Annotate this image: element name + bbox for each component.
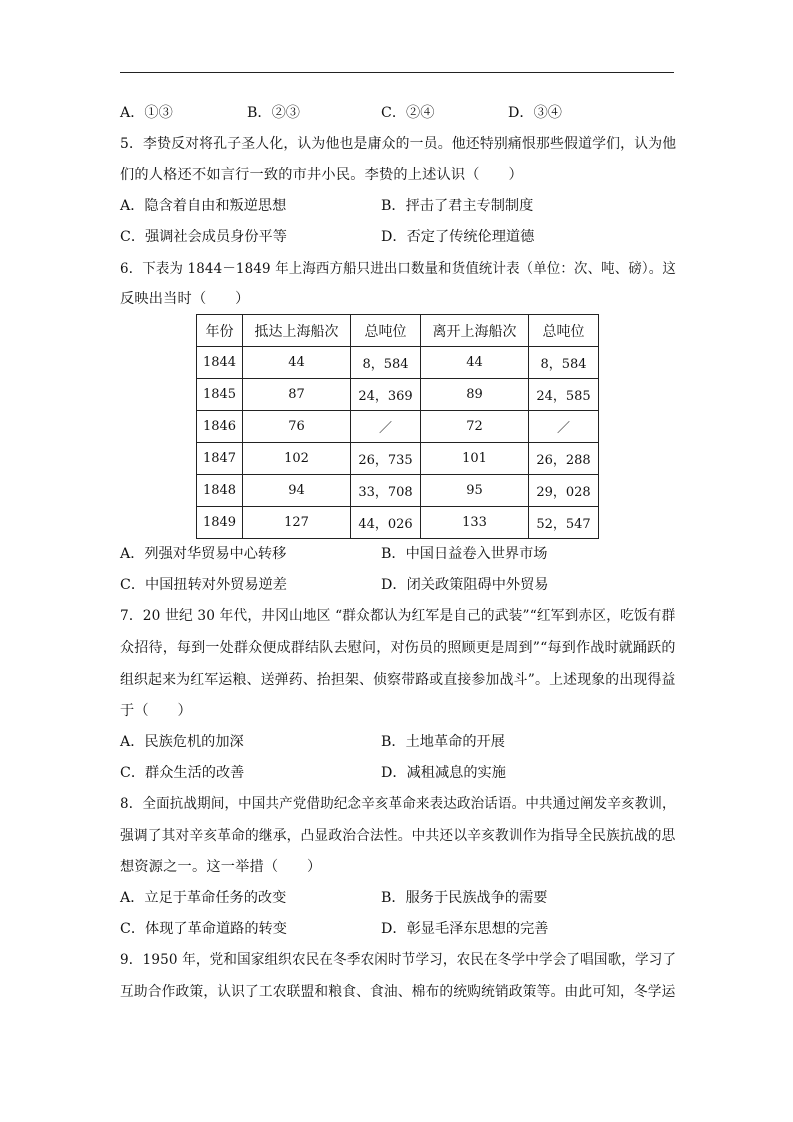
shipping-stats-table [196, 314, 599, 539]
q6-option-c: C．中国扭转对外贸易逆差 [120, 577, 287, 593]
table-cell: 1847 [197, 443, 243, 475]
table-cell: 8，584 [529, 347, 599, 379]
table-cell: 1849 [197, 507, 243, 539]
table-cell: 1848 [197, 475, 243, 507]
table-cell: 87 [243, 379, 351, 411]
table-header-cell: 总吨位 [529, 315, 599, 347]
q5-option-b: B．抨击了君主专制制度 [381, 198, 534, 214]
table-cell: 24，585 [529, 379, 599, 411]
table-cell: 44，026 [351, 507, 421, 539]
q5-line-1: 5．李贽反对将孔子圣人化，认为他也是庸众的一员。他还特别痛恨那些假道学们，认为他 [120, 136, 677, 152]
q8-option-a: A．立足于革命任务的改变 [120, 890, 287, 906]
q7-option-d: D．减租减息的实施 [381, 765, 506, 781]
prev-option-b: B．②③ [247, 105, 300, 121]
table-cell: 95 [421, 475, 529, 507]
q7-line-2: 众招待，每到一处群众便成群结队去慰问，对伤员的照顾更是周到”“每到作战时就踊跃的 [120, 640, 676, 656]
q7-line-3: 组织起来为红军运粮、送弹药、抬担架、侦察带路或直接参加战斗”。上述现象的出现得益 [120, 672, 676, 688]
table-cell: 89 [421, 379, 529, 411]
table-cell: 33，708 [351, 475, 421, 507]
table-row [197, 443, 599, 475]
q6-option-d: D．闭关政策阻碍中外贸易 [381, 577, 549, 593]
table-cell: 29，028 [529, 475, 599, 507]
table-cell: 1844 [197, 347, 243, 379]
q5-option-d: D．否定了传统伦理道德 [381, 229, 535, 245]
q7-line-4: 于（ ） [120, 703, 192, 719]
table-row [197, 347, 599, 379]
q9-line-1: 9．1950 年，党和国家组织农民在冬季农闲时节学习，农民在冬学中学会了唱国歌，学习了 [120, 952, 677, 968]
table-cell: 8，584 [351, 347, 421, 379]
q8-line-3: 想资源之一。这一举措（ ） [120, 859, 322, 875]
table-cell: 26，735 [351, 443, 421, 475]
table-cell: 24，369 [351, 379, 421, 411]
table-header-cell: 抵达上海船次 [243, 315, 351, 347]
q6-option-a: A．列强对华贸易中心转移 [120, 546, 287, 562]
q7-line-1: 7．20 世纪 30 年代，井冈山地区 “群众都认为红军是自己的武装”“红军到赤区，吃饭有群 [120, 608, 676, 624]
table-cell: 101 [421, 443, 529, 475]
table-cell: 102 [243, 443, 351, 475]
table-cell: 72 [421, 411, 529, 443]
table-cell: 133 [421, 507, 529, 539]
q8-line-2: 强调了其对辛亥革命的继承，凸显政治合法性。中共还以辛亥教训作为指导全民族抗战的思 [120, 828, 676, 844]
table-row [197, 507, 599, 539]
table-header-cell: 总吨位 [351, 315, 421, 347]
q8-option-b: B．服务于民族战争的需要 [381, 890, 548, 906]
q7-option-b: B．土地革命的开展 [381, 734, 505, 750]
table-cell: 1846 [197, 411, 243, 443]
q6-line-1: 6．下表为 1844－1849 年上海西方船只进出口数量和货值统计表（单位：次、吨、磅）。这 [120, 261, 676, 277]
table-cell: ／ [529, 411, 599, 443]
table-header-cell: 离开上海船次 [421, 315, 529, 347]
prev-option-c: C．②④ [381, 105, 435, 121]
table-row [197, 475, 599, 507]
q8-option-c: C．体现了革命道路的转变 [120, 921, 287, 937]
table-cell: ／ [351, 411, 421, 443]
q6-line-2: 反映出当时（ ） [120, 291, 250, 307]
table-row [197, 411, 599, 443]
q8-option-d: D．彰显毛泽东思想的完善 [381, 921, 549, 937]
q7-option-a: A．民族危机的加深 [120, 734, 244, 750]
table-cell: 26，288 [529, 443, 599, 475]
q7-option-c: C．群众生活的改善 [120, 765, 245, 781]
table-header-cell: 年份 [197, 315, 243, 347]
q5-line-2: 们的人格还不如言行一致的市井小民。李贽的上述认识（ ） [120, 167, 523, 183]
table-cell: 94 [243, 475, 351, 507]
table-cell: 127 [243, 507, 351, 539]
table-cell: 1845 [197, 379, 243, 411]
table-cell: 52，547 [529, 507, 599, 539]
table-cell: 76 [243, 411, 351, 443]
q9-line-2: 互助合作政策，认识了工农联盟和粮食、食油、棉布的统购统销政策等。由此可知，冬学运 [120, 984, 676, 1000]
table-cell: 44 [421, 347, 529, 379]
q6-option-b: B．中国日益卷入世界市场 [381, 546, 548, 562]
prev-option-a: A．①③ [120, 105, 173, 121]
table-header-row [197, 315, 599, 347]
q5-option-c: C．强调社会成员身份平等 [120, 229, 287, 245]
q8-line-1: 8．全面抗战期间，中国共产党借助纪念辛亥革命来表达政治话语。中共通过阐发辛亥教训， [120, 796, 676, 812]
prev-option-d: D．③④ [508, 105, 562, 121]
table-cell: 44 [243, 347, 351, 379]
q5-option-a: A．隐含着自由和叛逆思想 [120, 198, 287, 214]
table-row [197, 379, 599, 411]
header-rule [120, 72, 674, 73]
